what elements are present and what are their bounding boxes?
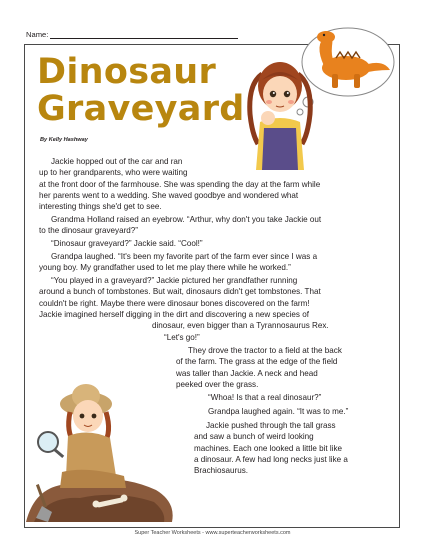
story-title bbox=[37, 54, 245, 128]
paragraph-7: They drove the tractor to a field at the back of the farm. The grass at the edge of the field was taller than Jackie. A neck and head peeked over the grass. bbox=[176, 346, 342, 389]
name-blank[interactable] bbox=[50, 31, 238, 39]
paragraph-3: “Dinosaur graveyard?” Jackie said. “Cool!” bbox=[51, 239, 203, 248]
explorer-girl-icon bbox=[60, 384, 126, 488]
footer: Super Teacher Worksheets - www.superteacherworksheets.com bbox=[134, 530, 291, 536]
name-line bbox=[26, 30, 238, 39]
paragraph-8: “Whoa! Is that a real dinosaur?” bbox=[208, 393, 322, 402]
paragraph-2: Grandma Holland raised an eyebrow. “Arthur, why don't you take Jackie out to the dinosaur graveyard?” bbox=[39, 215, 322, 236]
girl-icon bbox=[250, 62, 311, 170]
paragraph-6: “Let's go!” bbox=[164, 333, 200, 342]
paragraph-5: “You played in a graveyard?” Jackie pictured her grandfather running around a bunch of tombstones. But wait, dinosaurs didn't get tombstones. That couldn't be right. Maybe there were dinosaur bones discovered on the farm! Jackie imagined herself digging in the dirt and discovering a new species of dinosaur, even bigger than a Tyrannosaurus Rex. bbox=[39, 276, 329, 331]
paragraph-4: Grandpa laughed. “It's been my favorite part of the farm ever since I was a young boy. My grandfather used to let me play there while he worked.” bbox=[39, 252, 318, 273]
magnifying-glass-icon bbox=[38, 432, 64, 458]
title-line-1: Dinosaur bbox=[37, 52, 217, 92]
name-label: Name: bbox=[26, 30, 49, 39]
title-line-2: Graveyard bbox=[37, 89, 245, 129]
paragraph-9: Grandpa laughed again. “It was to me.” bbox=[208, 407, 349, 416]
girl-digging-illustration bbox=[26, 372, 176, 528]
girl-thinking-illustration bbox=[228, 4, 404, 170]
byline: By Kelly Hashway bbox=[40, 137, 88, 143]
paragraph-10: Jackie pushed through the tall grass and saw a bunch of weird looking machines. Each one looked a little bit like a dinosaur. A few had long necks just like a Brachiosaurus. bbox=[194, 421, 348, 476]
paragraph-1: Jackie hopped out of the car and ran up to her grandparents, who were waiting at the front door of the farmhouse. She was spending the day at the farm while her parents went to a wedding. She waved goodbye and wondered what interesting things she'd get to see. bbox=[39, 157, 321, 212]
